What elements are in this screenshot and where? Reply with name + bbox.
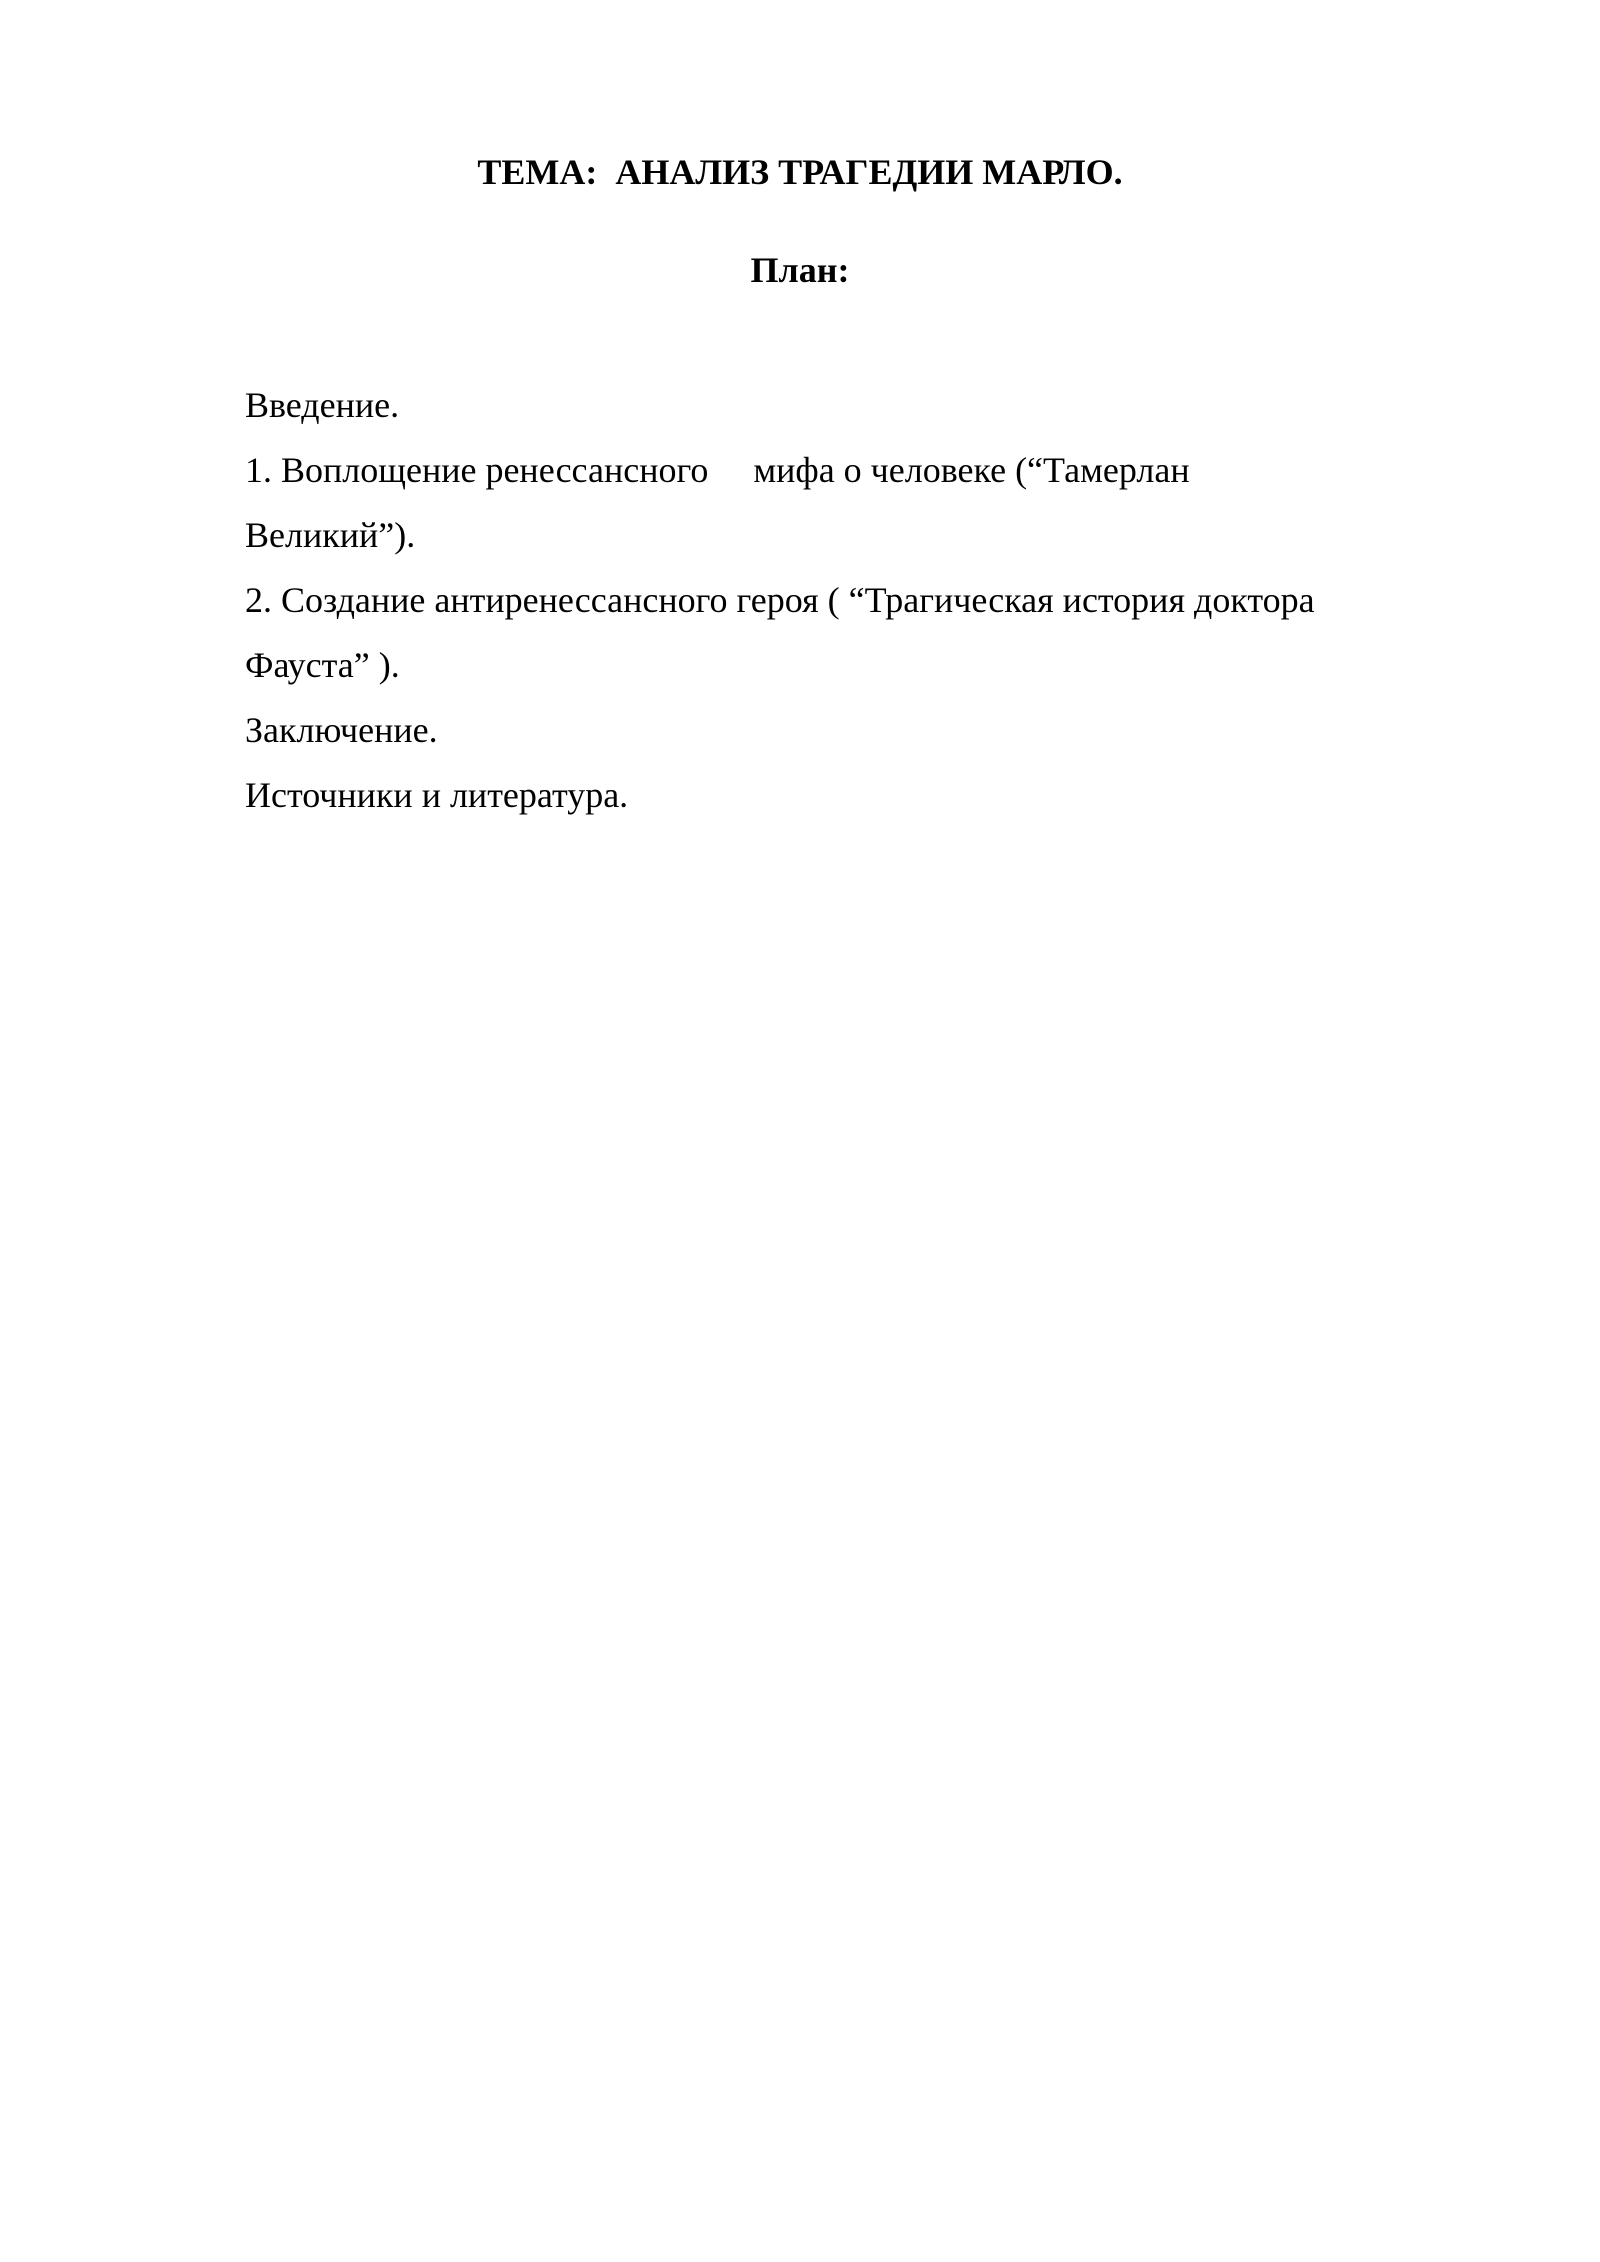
plan-item-2-continued: Фауста” ).	[245, 645, 400, 685]
plan-item-2: 2. Создание антиренессансного героя ( “Трагическая история доктора	[245, 580, 1315, 620]
document-title: ТЕМА: АНАЛИЗ ТРАГЕДИИ МАРЛО.	[477, 152, 1123, 192]
plan-item-introduction: Введение.	[245, 385, 400, 425]
plan-item-1: 1. Воплощение ренессансного мифа о человеке (“Тамерлан	[245, 450, 1190, 490]
plan-heading: План:	[750, 250, 850, 290]
plan-item-sources: Источники и литература.	[245, 775, 629, 815]
plan-item-1-continued: Великий”).	[245, 515, 416, 555]
plan-list	[245, 373, 1405, 828]
plan-item-conclusion: Заключение.	[245, 710, 438, 750]
